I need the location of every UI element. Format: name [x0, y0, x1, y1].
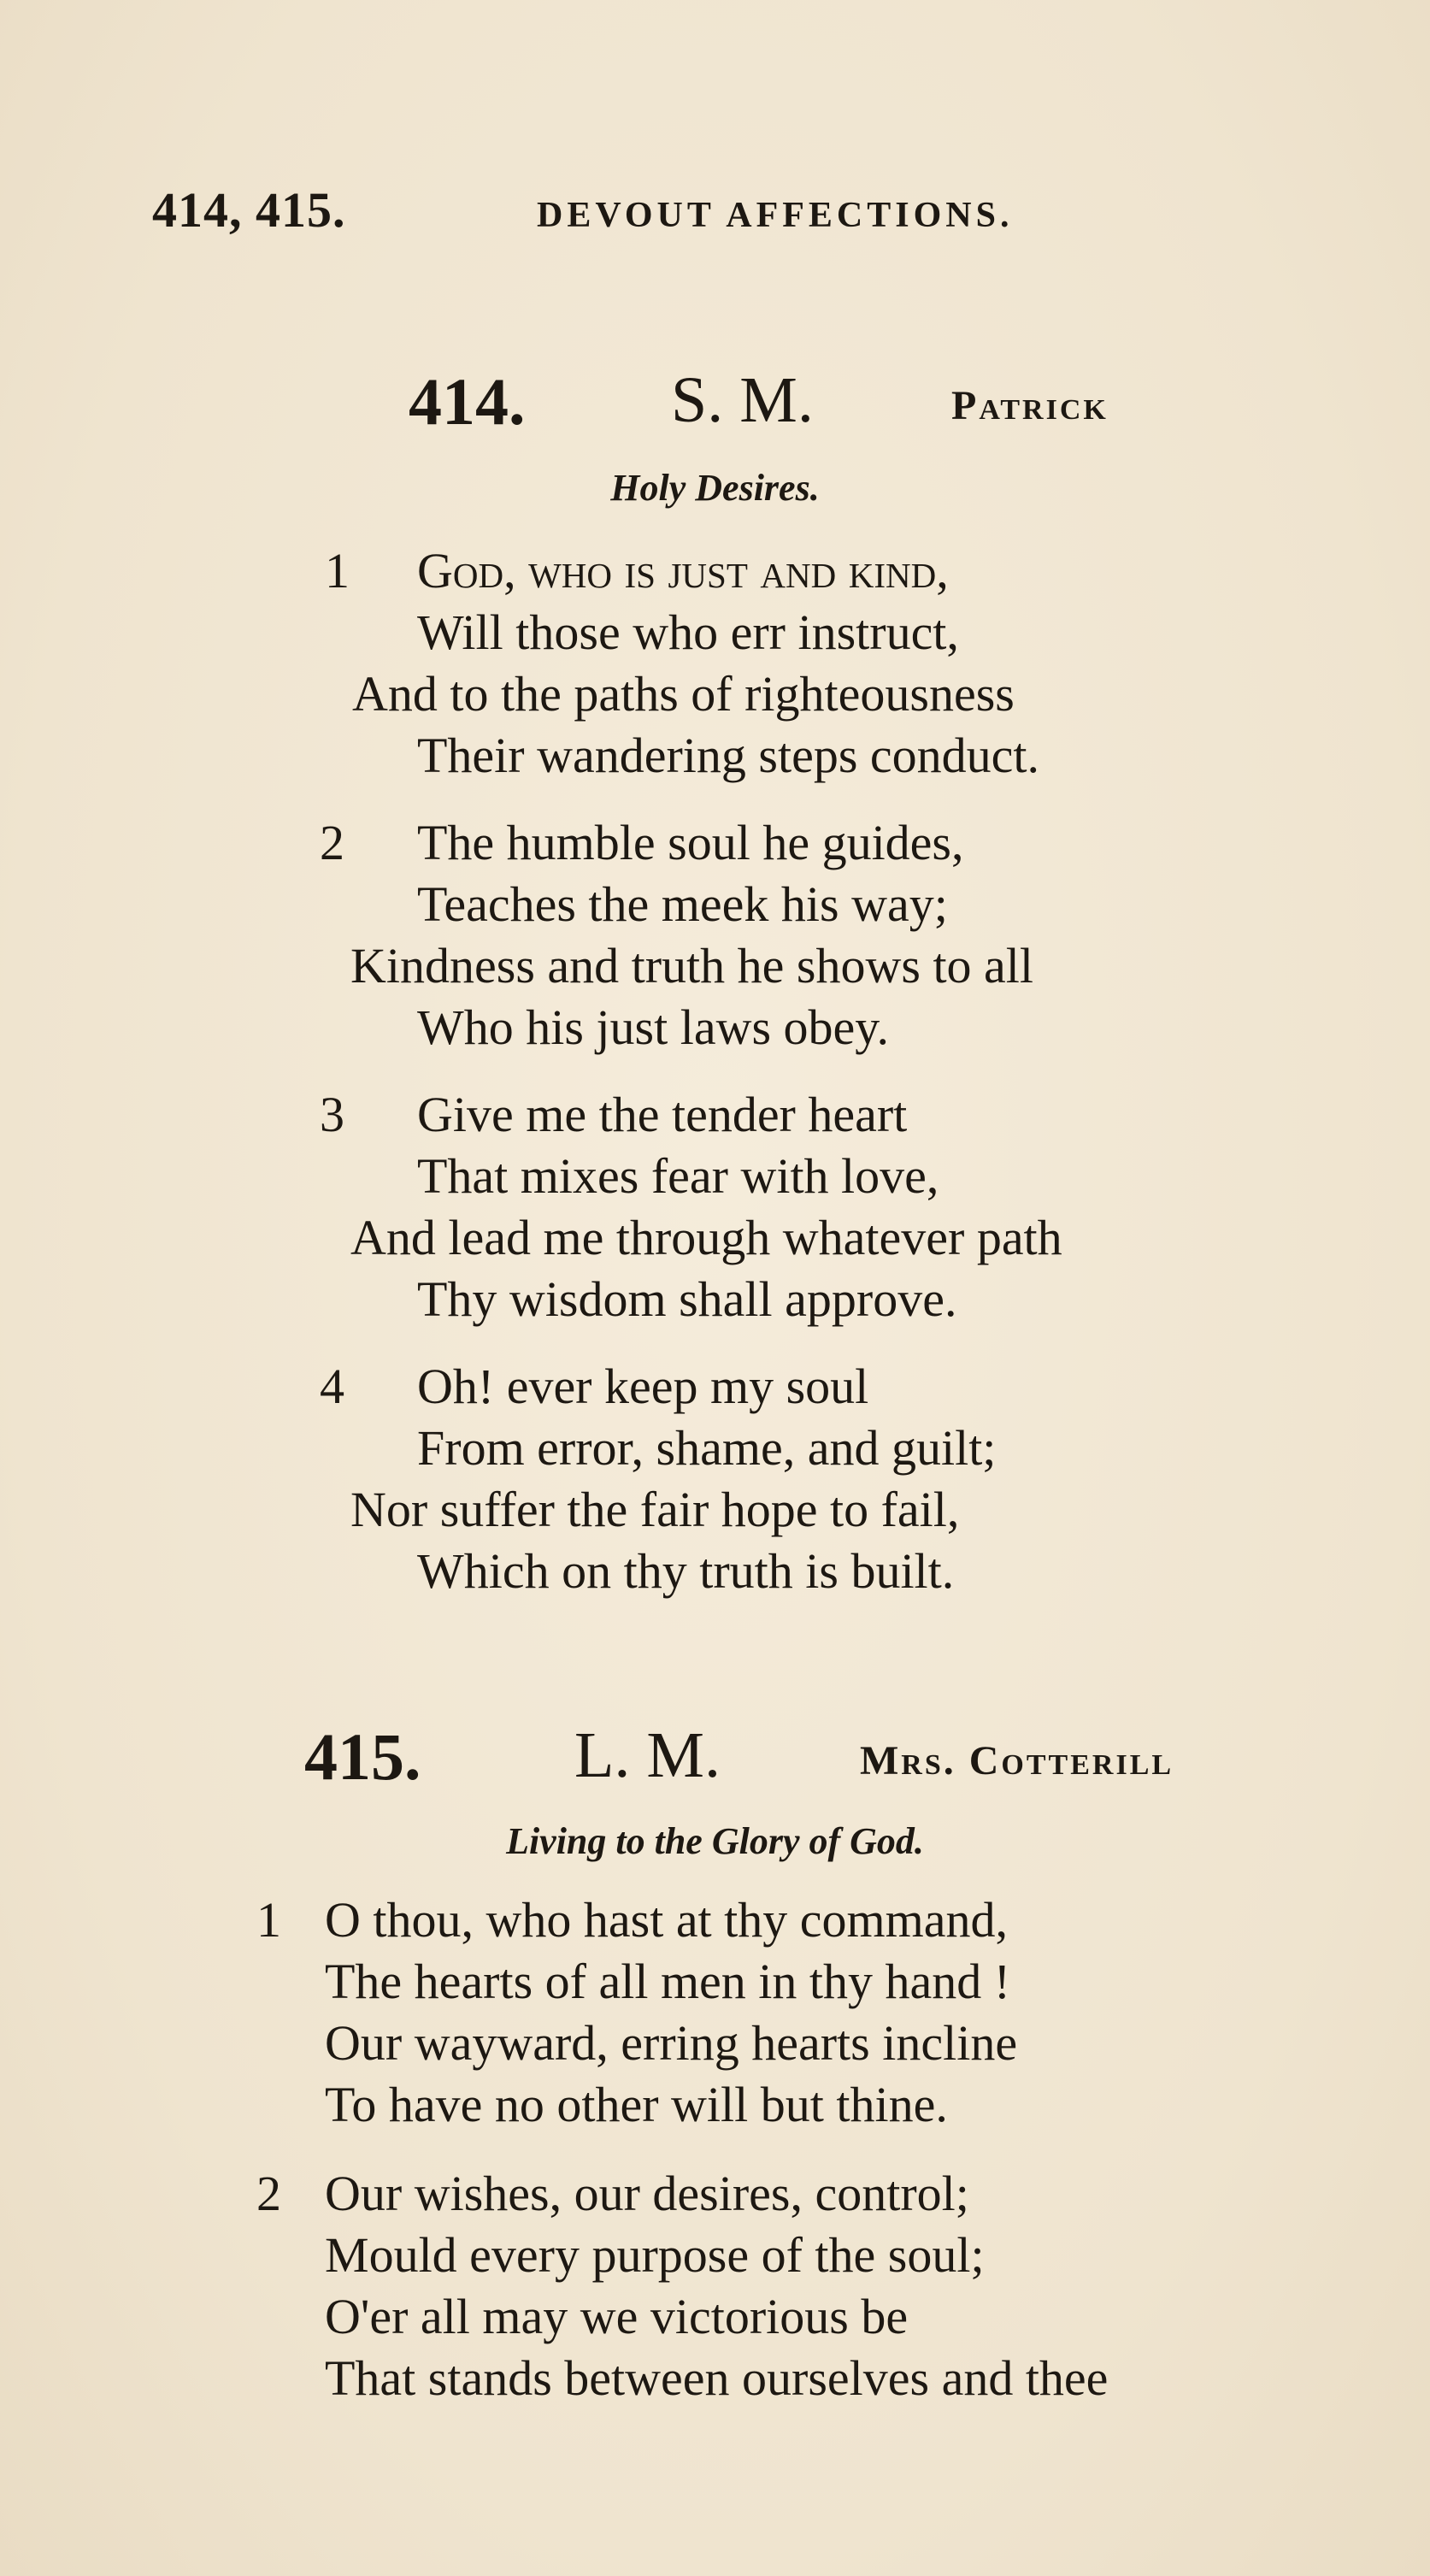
verse-line: The humble soul he guides,	[417, 815, 964, 870]
verse-number: 2	[256, 2166, 281, 2221]
running-title: DEVOUT AFFECTIONS.	[537, 196, 1014, 235]
verse-line: Kindness and truth he shows to all	[350, 938, 1034, 993]
hymn-414-header	[0, 363, 1430, 439]
hymn-414-verse-1	[325, 540, 1351, 788]
verse-line: The hearts of all men in thy hand !	[325, 1954, 1011, 2009]
verse-line: From error, shame, and guilt;	[417, 1420, 997, 1476]
hymn-415-header	[0, 1718, 1430, 1794]
verse-line: Thy wisdom shall approve.	[417, 1271, 957, 1327]
hymn-meter: L. M.	[574, 1719, 721, 1791]
hymn-number: 414.	[409, 364, 526, 439]
verse-line: That mixes fear with love,	[417, 1148, 939, 1204]
verse-number: 3	[320, 1087, 344, 1142]
hymn-415-verse-2	[256, 2163, 1385, 2411]
verse-line: Who his just laws obey.	[417, 999, 890, 1055]
hymn-414-subtitle: Holy Desires.	[610, 467, 820, 509]
verse-line: O thou, who hast at thy command,	[325, 1892, 1009, 1948]
verse-line: Our wishes, our desires, control;	[325, 2166, 969, 2221]
hymn-number: 415.	[304, 1719, 421, 1794]
verse-number: 1	[256, 1892, 281, 1948]
verse-line: And lead me through whatever path	[350, 1210, 1062, 1265]
running-head	[0, 181, 1430, 238]
verse-line: O'er all may we victorious be	[325, 2289, 909, 2344]
hymn-414-verse-4	[320, 1356, 1345, 1604]
verse-line: Give me the tender heart	[417, 1087, 908, 1142]
verse-number: 1	[325, 543, 350, 598]
hymn-414-verse-3	[320, 1084, 1345, 1332]
hymn-meter: S. M.	[671, 364, 814, 436]
hymn-415-verse-1	[256, 1889, 1385, 2137]
verse-line: Will those who err instruct,	[417, 604, 959, 660]
verse-number: 4	[320, 1359, 344, 1414]
hymn-tune: Mrs. Cotterill	[860, 1738, 1174, 1783]
verse-line: Oh! ever keep my soul	[417, 1359, 869, 1414]
page-numbers: 414, 415.	[152, 182, 346, 238]
verse-number: 2	[320, 815, 344, 870]
verse-line: Mould every purpose of the soul;	[325, 2227, 985, 2283]
verse-line: Which on thy truth is built.	[417, 1543, 955, 1599]
verse-line: And to the paths of righteousness	[352, 666, 1015, 722]
verse-line: Nor suffer the fair hope to fail,	[350, 1482, 960, 1537]
verse-line: To have no other will but thine.	[325, 2077, 948, 2132]
verse-line: God, who is just and kind,	[417, 543, 949, 598]
verse-line: That stands between ourselves and thee	[325, 2350, 1109, 2406]
verse-line: Their wandering steps conduct.	[417, 728, 1040, 783]
verse-line: Teaches the meek his way;	[417, 876, 948, 932]
hymn-414-verse-2	[320, 812, 1345, 1060]
hymn-415-subtitle: Living to the Glory of God.	[506, 1820, 924, 1862]
hymn-tune: Patrick	[951, 383, 1109, 428]
verse-line: Our wayward, erring hearts incline	[325, 2015, 1018, 2071]
